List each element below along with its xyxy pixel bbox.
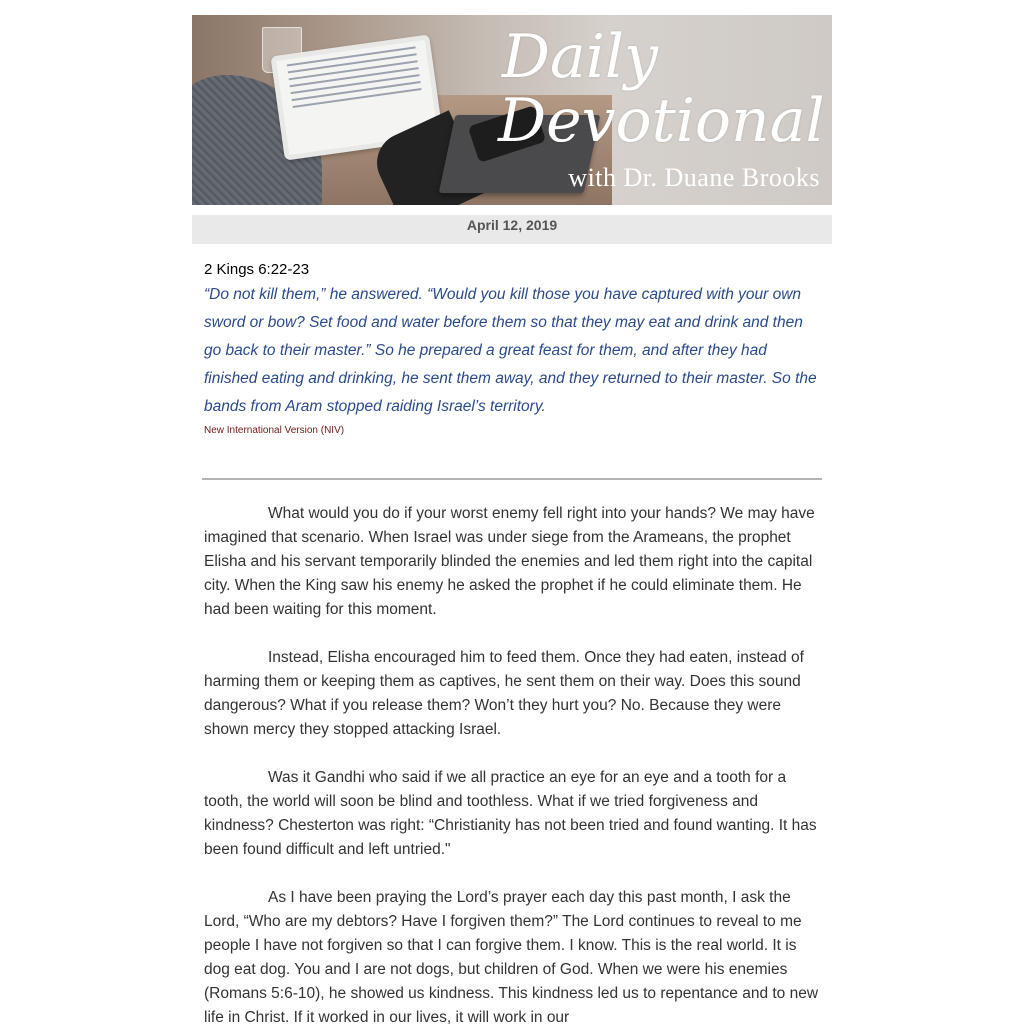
scripture-version: New International Version (NIV) xyxy=(204,425,345,436)
body-paragraph: Was it Gandhi who said if we all practice an eye for an eye and a tooth for a tooth, the world will soon be blind and toothless. What if we tried forgiveness and kindness? Chesterton was right: “Christianity has not been tried and found wanting. It has been found difficult and left untried." xyxy=(204,769,817,858)
body-paragraph: What would you do if your worst enemy fell right into your hands? We may have imagined that scenario. When Israel was under siege from the Arameans, the prophet Elisha and his servant temporarily blinded the enemies and led them right into the capital city. When the King saw his enemy he asked the prophet if he could eliminate them. He had been waiting for this moment. xyxy=(204,505,815,618)
scripture-reference: 2 Kings 6:22-23 xyxy=(204,261,310,278)
date-bar xyxy=(192,215,832,244)
divider xyxy=(202,478,822,480)
banner-title xyxy=(498,22,825,156)
banner-title-line2: Devotional xyxy=(498,86,825,156)
body-paragraph: Instead, Elisha encouraged him to feed them. Once they had eaten, instead of harming them or keeping them as captives, he sent them on their way. Does this sound dangerous? What if you release them? Won’t they hurt you? No. Because they were shown mercy they stopped attacking Israel. xyxy=(204,649,804,738)
banner-title-line1: Daily xyxy=(501,22,658,92)
scripture-text: “Do not kill them,” he answered. “Would you kill those you have captured with your own sword or bow? Set food and water before them so that they may eat and drink and then go back to their master.” So he prepared a great feast for them, and after they had finished eating and drinking, he sent them away, and they returned to their master. So the bands from Aram stopped raiding Israel’s territory. xyxy=(204,286,817,415)
devotional-body xyxy=(204,502,824,1024)
body-paragraph: As I have been praying the Lord’s prayer each day this past month, I ask the Lord, “Who are my debtors? Have I forgiven them?” The Lord continues to reveal to me people I have not forgiven so that I can forgive them. I know. This is the real world. It is dog eat dog. You and I are not dogs, but children of God. When we were his enemies (Romans 5:6-10), he showed us kindness. This kindness led us to repentance and to new life in Christ. If it worked in our lives, it will work in our xyxy=(204,889,819,1024)
banner-subtitle: with Dr. Duane Brooks xyxy=(568,163,820,192)
scripture-block xyxy=(204,259,819,436)
date-text: April 12, 2019 xyxy=(466,217,558,233)
header-banner xyxy=(192,15,832,205)
